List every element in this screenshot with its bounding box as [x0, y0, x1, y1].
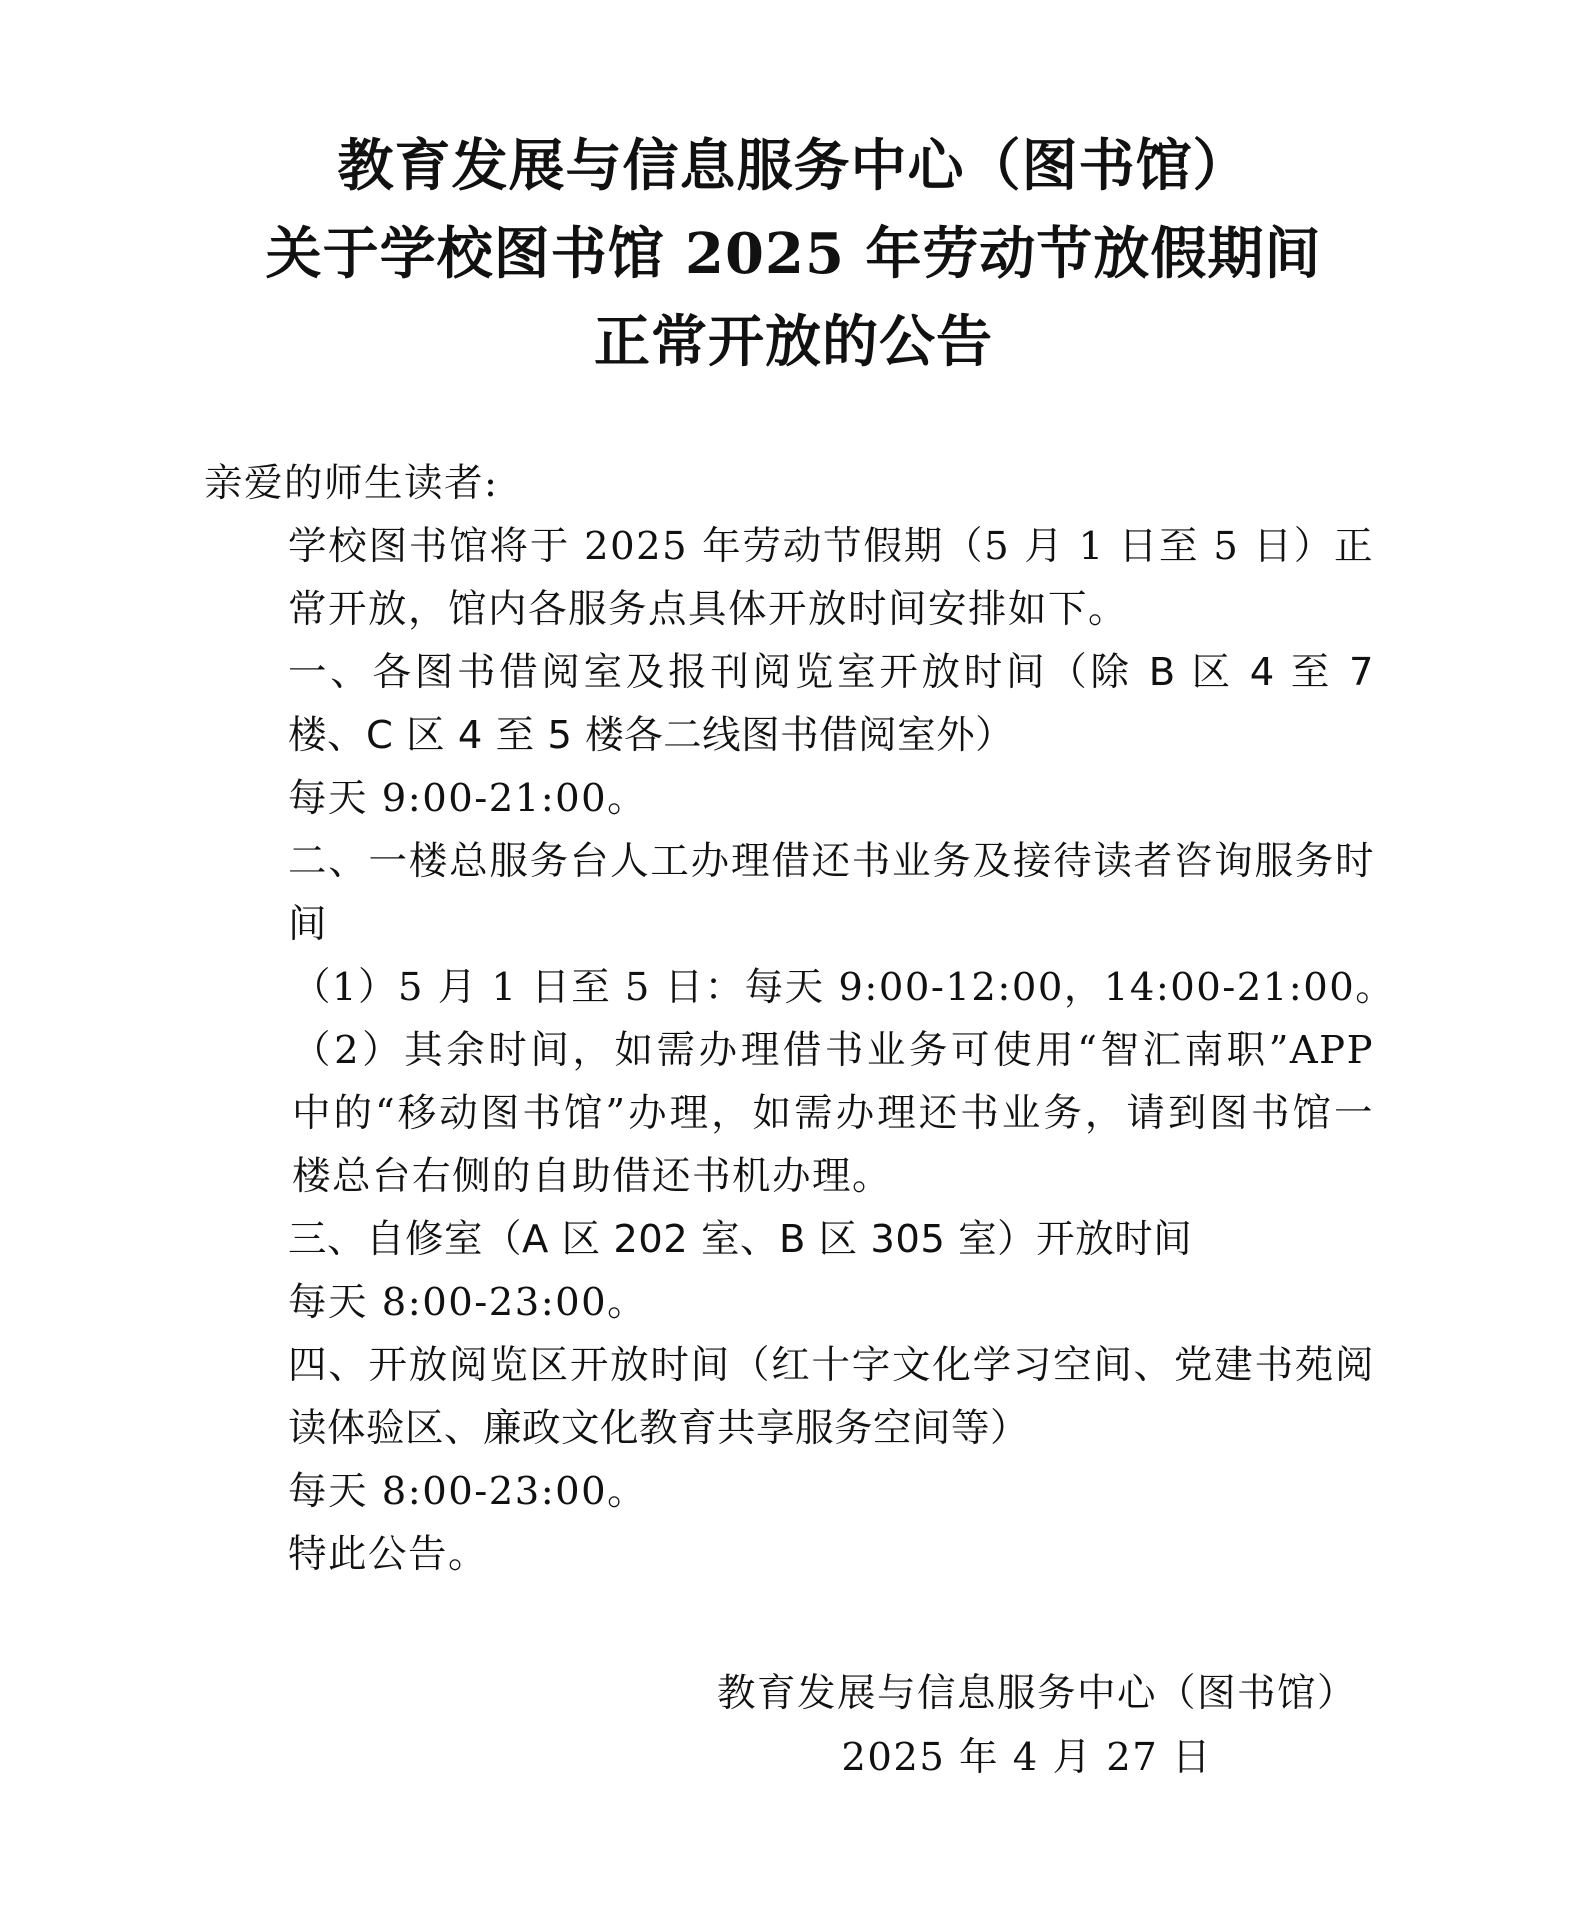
section-2-item-1: （1）5 月 1 日至 5 日：每天 9:00-12:00，14:00-21:00。 [292, 965, 1396, 1010]
section-2-heading: 二、一楼总服务台人工办理借还书业务及接待读者咨询服务时间 [288, 839, 1374, 947]
signature-org: 教育发展与信息服务中心（图书馆） [716, 1671, 1357, 1716]
notice-body [204, 452, 1396, 1586]
section-2-item-2: （2）其余时间，如需办理借书业务可使用“智汇南职”APP 中的“移动图书馆”办理，如需办理还书业务，请到图书馆一楼总台右侧的自助借还书机办理。 [292, 1028, 1374, 1199]
section-1-heading: 一、各图书借阅室及报刊阅览室开放时间（除 B 区 4 至 7 楼、C 区 4 至 5 楼各二线图书借阅室外） [288, 650, 1374, 758]
signature-date: 2025 年 4 月 27 日 [841, 1735, 1212, 1780]
closing-text: 特此公告。 [288, 1532, 489, 1577]
greeting: 亲爱的师生读者: [204, 461, 499, 506]
section-4-heading: 四、开放阅览区开放时间（红十字文化学习空间、党建书苑阅读体验区、廉政文化教育共享服务空间等） [288, 1343, 1374, 1451]
section-4-hours: 每天 8:00-23:00。 [288, 1469, 648, 1514]
section-3-hours: 每天 8:00-23:00。 [288, 1280, 648, 1325]
title-line-3: 正常开放的公告 [594, 309, 993, 375]
section-1-hours: 每天 9:00-21:00。 [288, 776, 648, 821]
section-3-heading: 三、自修室（A 区 202 室、B 区 305 室）开放时间 [288, 1217, 1193, 1262]
title-line-1: 教育发展与信息服务中心（图书馆） [337, 133, 1250, 199]
title-line-2: 关于学校图书馆 2025 年劳动节放假期间 [265, 221, 1322, 287]
intro-paragraph: 学校图书馆将于 2025 年劳动节假期（5 月 1 日至 5 日）正常开放，馆内各服务点具体开放时间安排如下。 [288, 524, 1374, 632]
signature-block [717, 1662, 1357, 1790]
